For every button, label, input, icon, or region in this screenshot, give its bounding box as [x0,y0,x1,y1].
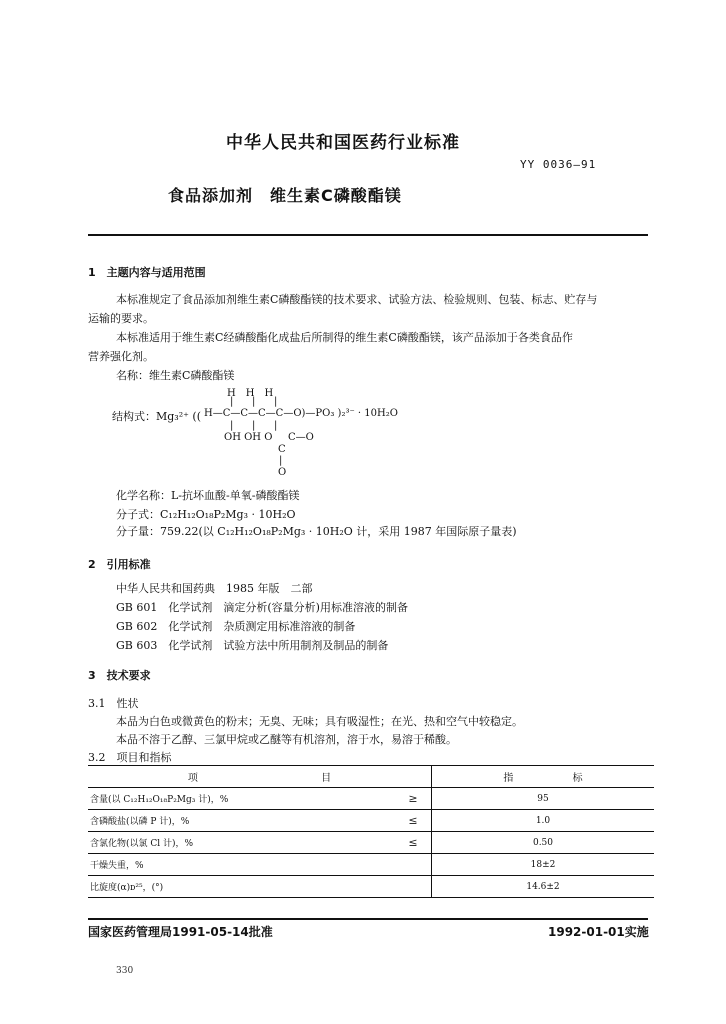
section1-para2-line1: 本标准适用于维生素C经磷酸酯化成盐后所制得的维生素C磷酸酯镁，该产品添加于各类食品作 [116,331,573,344]
row-value: 1.0 [432,810,655,832]
struct-h-top: H H H [227,388,274,399]
reference-item: GB 603 化学试剂 试验方法中所用制剂及制品的制备 [116,639,389,652]
doc-title: 食品添加剂 维生素C磷酸酯镁 [168,186,402,205]
struct-bar: | [230,420,234,431]
section1-heading: 1 主题内容与适用范围 [88,266,206,279]
row-item: 含氯化物(以氯 Cl 计)，% [88,832,395,854]
section1-para1-line1: 本标准规定了食品添加剂维生素C磷酸酯镁的技术要求、试验方法、检验规则、包装、标志、贮存与 [116,293,598,306]
struct-bar: | [252,420,256,431]
effective-date: 1992-01-01实施 [548,925,649,939]
row-item: 含量(以 C₁₂H₁₂O₁₈P₂Mg₃ 计)，% [88,788,395,810]
table-row [88,854,654,876]
reference-item: GB 601 化学试剂 滴定分析(容量分析)用标准溶液的制备 [116,601,408,614]
row-value: 0.50 [432,832,655,854]
struct-bar: | [230,396,234,407]
org-title: 中华人民共和国医药行业标准 [226,133,460,153]
properties-line2: 本品不溶于乙醇、三氯甲烷或乙醚等有机溶剂，溶于水，易溶于稀酸。 [116,733,457,746]
row-value: 14.6±2 [432,876,655,898]
approval-note: 国家医药管理局1991-05-14批准 [88,925,273,939]
table-row [88,832,654,854]
struct-bar: | [274,420,278,431]
section2-heading: 2 引用标准 [88,558,151,571]
row-item: 干燥失重，% [88,854,395,876]
struct-label: 结构式：Mg₃²⁺ (( [112,410,202,423]
row-symbol: ≥ [395,788,432,810]
table-header-row [88,766,654,788]
struct-o-bottom: O [278,467,287,478]
section1-para2-line2: 营养强化剂。 [88,350,154,363]
top-rule [88,234,648,236]
molecular-weight: 分子量：759.22(以 C₁₂H₁₂O₁₈P₂Mg₃ · 10H₂O 计，采用 1987 年国际原子量表) [116,525,517,538]
page-number: 330 [116,966,134,976]
row-symbol [395,876,432,898]
row-symbol: ≤ [395,810,432,832]
specifications-table [88,765,654,898]
header-value-left: 指 [503,773,514,784]
struct-bar: | [274,396,278,407]
row-item: 比旋度(α)ᴅ²⁵，(°) [88,876,395,898]
bottom-rule [88,918,648,920]
struct-oh-row: OH OH O [224,432,273,443]
molecular-formula: 分子式：C₁₂H₁₂O₁₈P₂Mg₃ · 10H₂O [116,508,296,521]
table-row [88,876,654,898]
section3-heading: 3 技术要求 [88,669,151,682]
name-line: 名称：维生素C磷酸酯镁 [116,369,235,382]
row-symbol [395,854,432,876]
header-item [88,766,432,788]
structural-formula [112,380,442,480]
header-item-left: 项 [187,773,198,784]
standard-number: YY 0036—91 [520,158,597,171]
subsection-3-2-heading: 3.2 项目和指标 [88,751,172,764]
table-row [88,810,654,832]
reference-item: GB 602 化学试剂 杂质测定用标准溶液的制备 [116,620,356,633]
header-value [432,766,655,788]
table-row [88,788,654,810]
struct-bar: | [279,455,283,466]
row-symbol: ≤ [395,832,432,854]
subsection-3-1-heading: 3.1 性状 [88,697,139,710]
properties-line1: 本品为白色或微黄色的粉末；无臭、无味；具有吸湿性；在光、热和空气中较稳定。 [116,715,523,728]
chem-name: 化学名称：L-抗坏血酸-单氧-磷酸酯镁 [116,489,300,502]
header-value-right: 标 [572,773,583,784]
row-value: 18±2 [432,854,655,876]
struct-c-bottom: C [278,444,286,455]
section1-para1-line2: 运输的要求。 [88,312,154,325]
reference-item: 中华人民共和国药典 1985 年版 二部 [116,582,313,595]
header-item-right: 目 [321,773,332,784]
row-item: 含磷酸盐(以磷 P 计)，% [88,810,395,832]
struct-bar: | [252,396,256,407]
struct-c-ring: C—O [288,432,314,443]
row-value: 95 [432,788,655,810]
struct-chain: H—C—C—C—C—O)—PO₃ )₂³⁻ · 10H₂O [204,408,398,419]
